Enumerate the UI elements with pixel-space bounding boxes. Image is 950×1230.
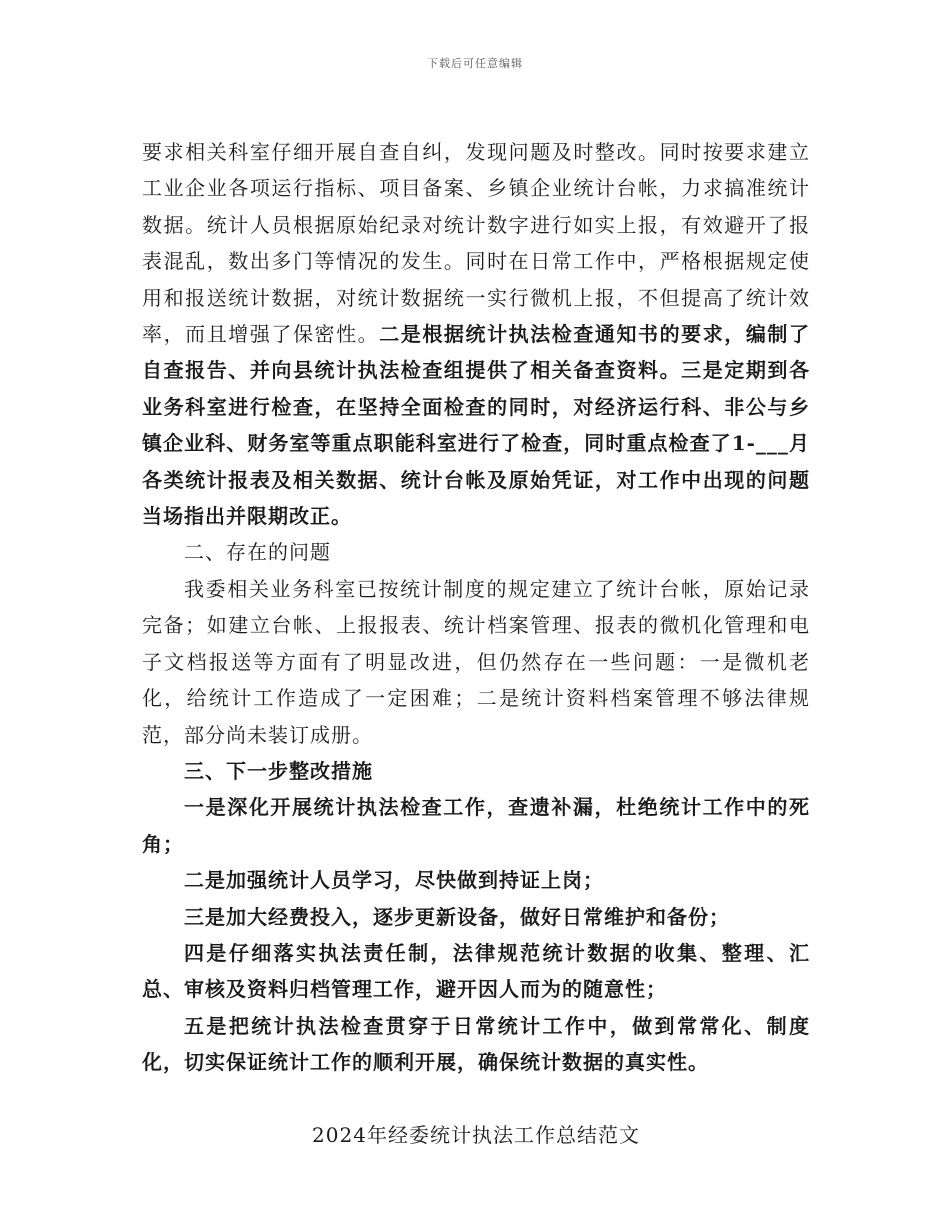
measure-item-2: 二是加强统计人员学习，尽快做到持证上岗；: [184, 868, 604, 893]
measure-item-4: 四是仔细落实执法责任制，法律规范统计数据的收集、整理、汇总、审核及资料归档管理工作，避开因人而为的随意性；: [142, 940, 810, 1002]
paragraph-self-inspection: [142, 134, 810, 534]
measure-item-5: 五是把统计执法检查贯穿于日常统计工作中，做到常常化、制度化，切实保证统计工作的顺利开展，确保统计数据的真实性。: [142, 1013, 810, 1075]
measure-item-1: 一是深化开展统计执法检查工作，查遗补漏，杜绝统计工作中的死角；: [142, 795, 810, 856]
section-heading-problems: 二、存在的问题: [184, 540, 331, 565]
next-document-title: 2024年经委统计执法工作总结范文: [312, 1122, 640, 1147]
document-body: [142, 134, 810, 1153]
paragraph-self-inspection-bold: 二是根据统计执法检查通知书的要求，编制了自查报告、并向县统计执法检查组提供了相关备查资料。三是定期到各业务科室进行检查，在坚持全面检查的同时，对经济运行科、非公与乡镇企业科、财务室等重点职能科室进行了检查，同时重点检查了1-___月各类统计报表及相关数据、统计台帐及原始凭证，对工作中出现的问题当场指出并限期改正。: [142, 322, 811, 529]
page-header-note: 下载后可任意编辑: [427, 57, 523, 70]
paragraph-problems: 我委相关业务科室已按统计制度的规定建立了统计台帐，原始记录完备；如建立台帐、上报报表、统计档案管理、报表的微机化管理和电子文档报送等方面有了明显改进，但仍然存在一些问题：一是微机老化，给统计工作造成了一定困难；二是统计资料档案管理不够法律规范，部分尚未装订成册。: [142, 576, 810, 747]
section-heading-measures: 三、下一步整改措施: [184, 758, 373, 783]
measure-item-3: 三是加大经费投入，逐步更新设备，做好日常维护和备份；: [184, 904, 730, 929]
paragraph-self-inspection-text: 要求相关科室仔细开展自查自纠，发现问题及时整改。同时按要求建立工业企业各项运行指标、项目备案、乡镇企业统计台帐，力求搞准统计数据。统计人员根据原始纪录对统计数字进行如实上报，有效避开了报表混乱，数出多门等情况的发生。同时在日常工作中，严格根据规定使用和报送统计数据，对统计数据统一实行微机上报，不但提高了统计效率，而且增强了保密性。: [142, 140, 810, 347]
